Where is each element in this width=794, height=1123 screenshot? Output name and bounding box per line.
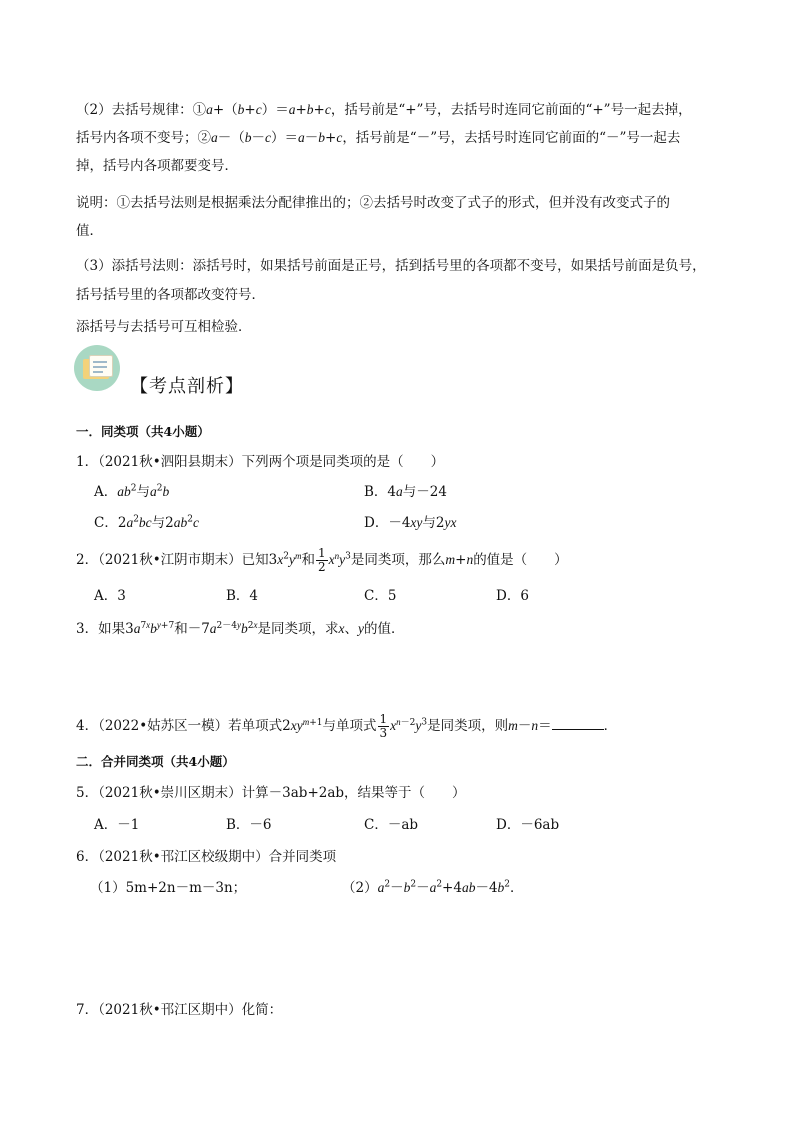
rule-2-line-3: 掉，括号内各项都要变号．	[76, 158, 238, 174]
q4-stem: 4．（2022•姑苏区一模）若单项式$2xy^{m+1}$与单项式 $\frac{1}{3}$ $x^{n-2}y^3$是同类项，则m－n＝ ．	[76, 712, 618, 740]
q5-stem: 5．（2021秋•崇川区期末）计算－3ab+2ab，结果等于（ ）	[76, 785, 466, 801]
rule-2-line2-a: 括号内各项不变号；②	[76, 130, 211, 146]
q2-option-a[interactable]: A．3	[94, 588, 126, 604]
q4-stem-c: 是同类项，则	[427, 718, 509, 734]
q6-sub-2-label: （2）	[342, 880, 378, 896]
q2-stem-c: 的值是（ ）	[473, 552, 568, 568]
rule-3-line-3: 添括号与去括号可互相检验．	[76, 319, 252, 335]
q2-option-c[interactable]: C．5	[364, 588, 397, 604]
rule-2-item1-prefix: ①	[192, 102, 207, 118]
rule-2-line-2: 括号内各项不变号；②a－（b－c）＝a－b+c，括号前是“－”号，去括号时连同它前面的“－”号一起去	[76, 130, 681, 146]
q3-stem: 3．如果$3a^{7x}b^{y+7}$和$-7a^{2-4y}b^{2x}$是同类项，求x、y的值．	[76, 619, 405, 637]
q1-option-a-label: A．	[94, 484, 118, 500]
rule-2-item1-text: ，括号前是“+”号，去括号时连同它前面的“+”号一起去掉，	[330, 102, 692, 118]
q3-stem-b: 是同类项，求	[257, 621, 339, 637]
part1-heading: 一．同类项（共4小题）	[76, 424, 210, 439]
q5-option-c[interactable]: C．－ab	[364, 817, 419, 833]
q1-option-b-label: B．	[364, 484, 388, 500]
q4-stem-a: 4．（2022•姑苏区一模）若单项式	[76, 718, 283, 734]
q4-stem-b: 与单项式	[322, 718, 377, 734]
rule-2-line2-b: ，括号前是“－”号，去括号时连同它前面的“－”号一起去	[342, 130, 681, 146]
document-icon	[74, 345, 120, 391]
q4-answer-blank[interactable]	[552, 715, 604, 730]
q2-option-d[interactable]: D．6	[496, 588, 529, 604]
q3-stem-a: 3．如果	[76, 621, 126, 637]
rule-2-line-1: （2）去括号规律：①a+（b+c）＝a+b+c，括号前是“+”号，去括号时连同它前面的“+”号一起去掉，	[76, 102, 692, 118]
q6-stem: 6．（2021秋•邗江区校级期中）合并同类项	[76, 849, 337, 865]
q1-option-c-label: C．	[94, 515, 118, 531]
q3-stem-c: 的值．	[363, 621, 405, 637]
q6-sub-2: $(2)a^2-b^2-a^2+4ab-4b^2$．	[342, 879, 524, 896]
rule-3-line-1: （3）添括号法则：添括号时，如果括号前面是正号，括到括号里的各项都不变号，如果括号前面是负号，	[76, 258, 706, 274]
q1-option-d-label: D．	[364, 515, 389, 531]
q2-stem-a: 2．（2021秋•江阴市期末）已知	[76, 552, 269, 568]
q1-option-a[interactable]: A．$ab^2$与$a^2b$	[94, 483, 170, 500]
q2-option-b[interactable]: B．4	[226, 588, 259, 604]
q5-option-d[interactable]: D．－6ab	[496, 817, 560, 833]
q4-stem-d: ＝	[538, 718, 552, 734]
q1-option-d[interactable]: D．－4xy与2yx	[364, 515, 457, 531]
q5-option-b[interactable]: B．－6	[226, 817, 272, 833]
q1-option-c[interactable]: C．$2a^2bc$与$2ab^2c$	[94, 514, 199, 531]
section-title: 【考点剖析】	[130, 376, 244, 397]
note-line-1: 说明：①去括号法则是根据乘法分配律推出的；②去括号时改变了式子的形式，但并没有改变式子的	[76, 195, 670, 211]
q1-stem: 1．（2021秋•泗阳县期末）下列两个项是同类项的是（ ）	[76, 454, 445, 470]
q1-option-b[interactable]: B．4a与－24	[364, 484, 447, 500]
q6-sub-1: （1）5m+2n－m－3n；	[90, 880, 247, 896]
q2-stem-b: 是同类项，那么	[350, 552, 446, 568]
q5-option-a[interactable]: A．－1	[94, 817, 140, 833]
q2-stem: 2．（2021秋•江阴市期末）已知$3x^2y^m$和 $\frac{1}{2}$ $x^ny^3$是同类项，那么m+n的值是（ ）	[76, 546, 568, 574]
q7-stem: 7．（2021秋•邗江区期中）化简：	[76, 1002, 283, 1018]
part2-heading: 二．合并同类项（共4小题）	[76, 754, 235, 769]
rule-2-label: （2）去括号规律：	[76, 102, 193, 118]
note-line-2: 值．	[76, 223, 103, 239]
rule-3-line-2: 括号括号里的各项都改变符号．	[76, 287, 265, 303]
